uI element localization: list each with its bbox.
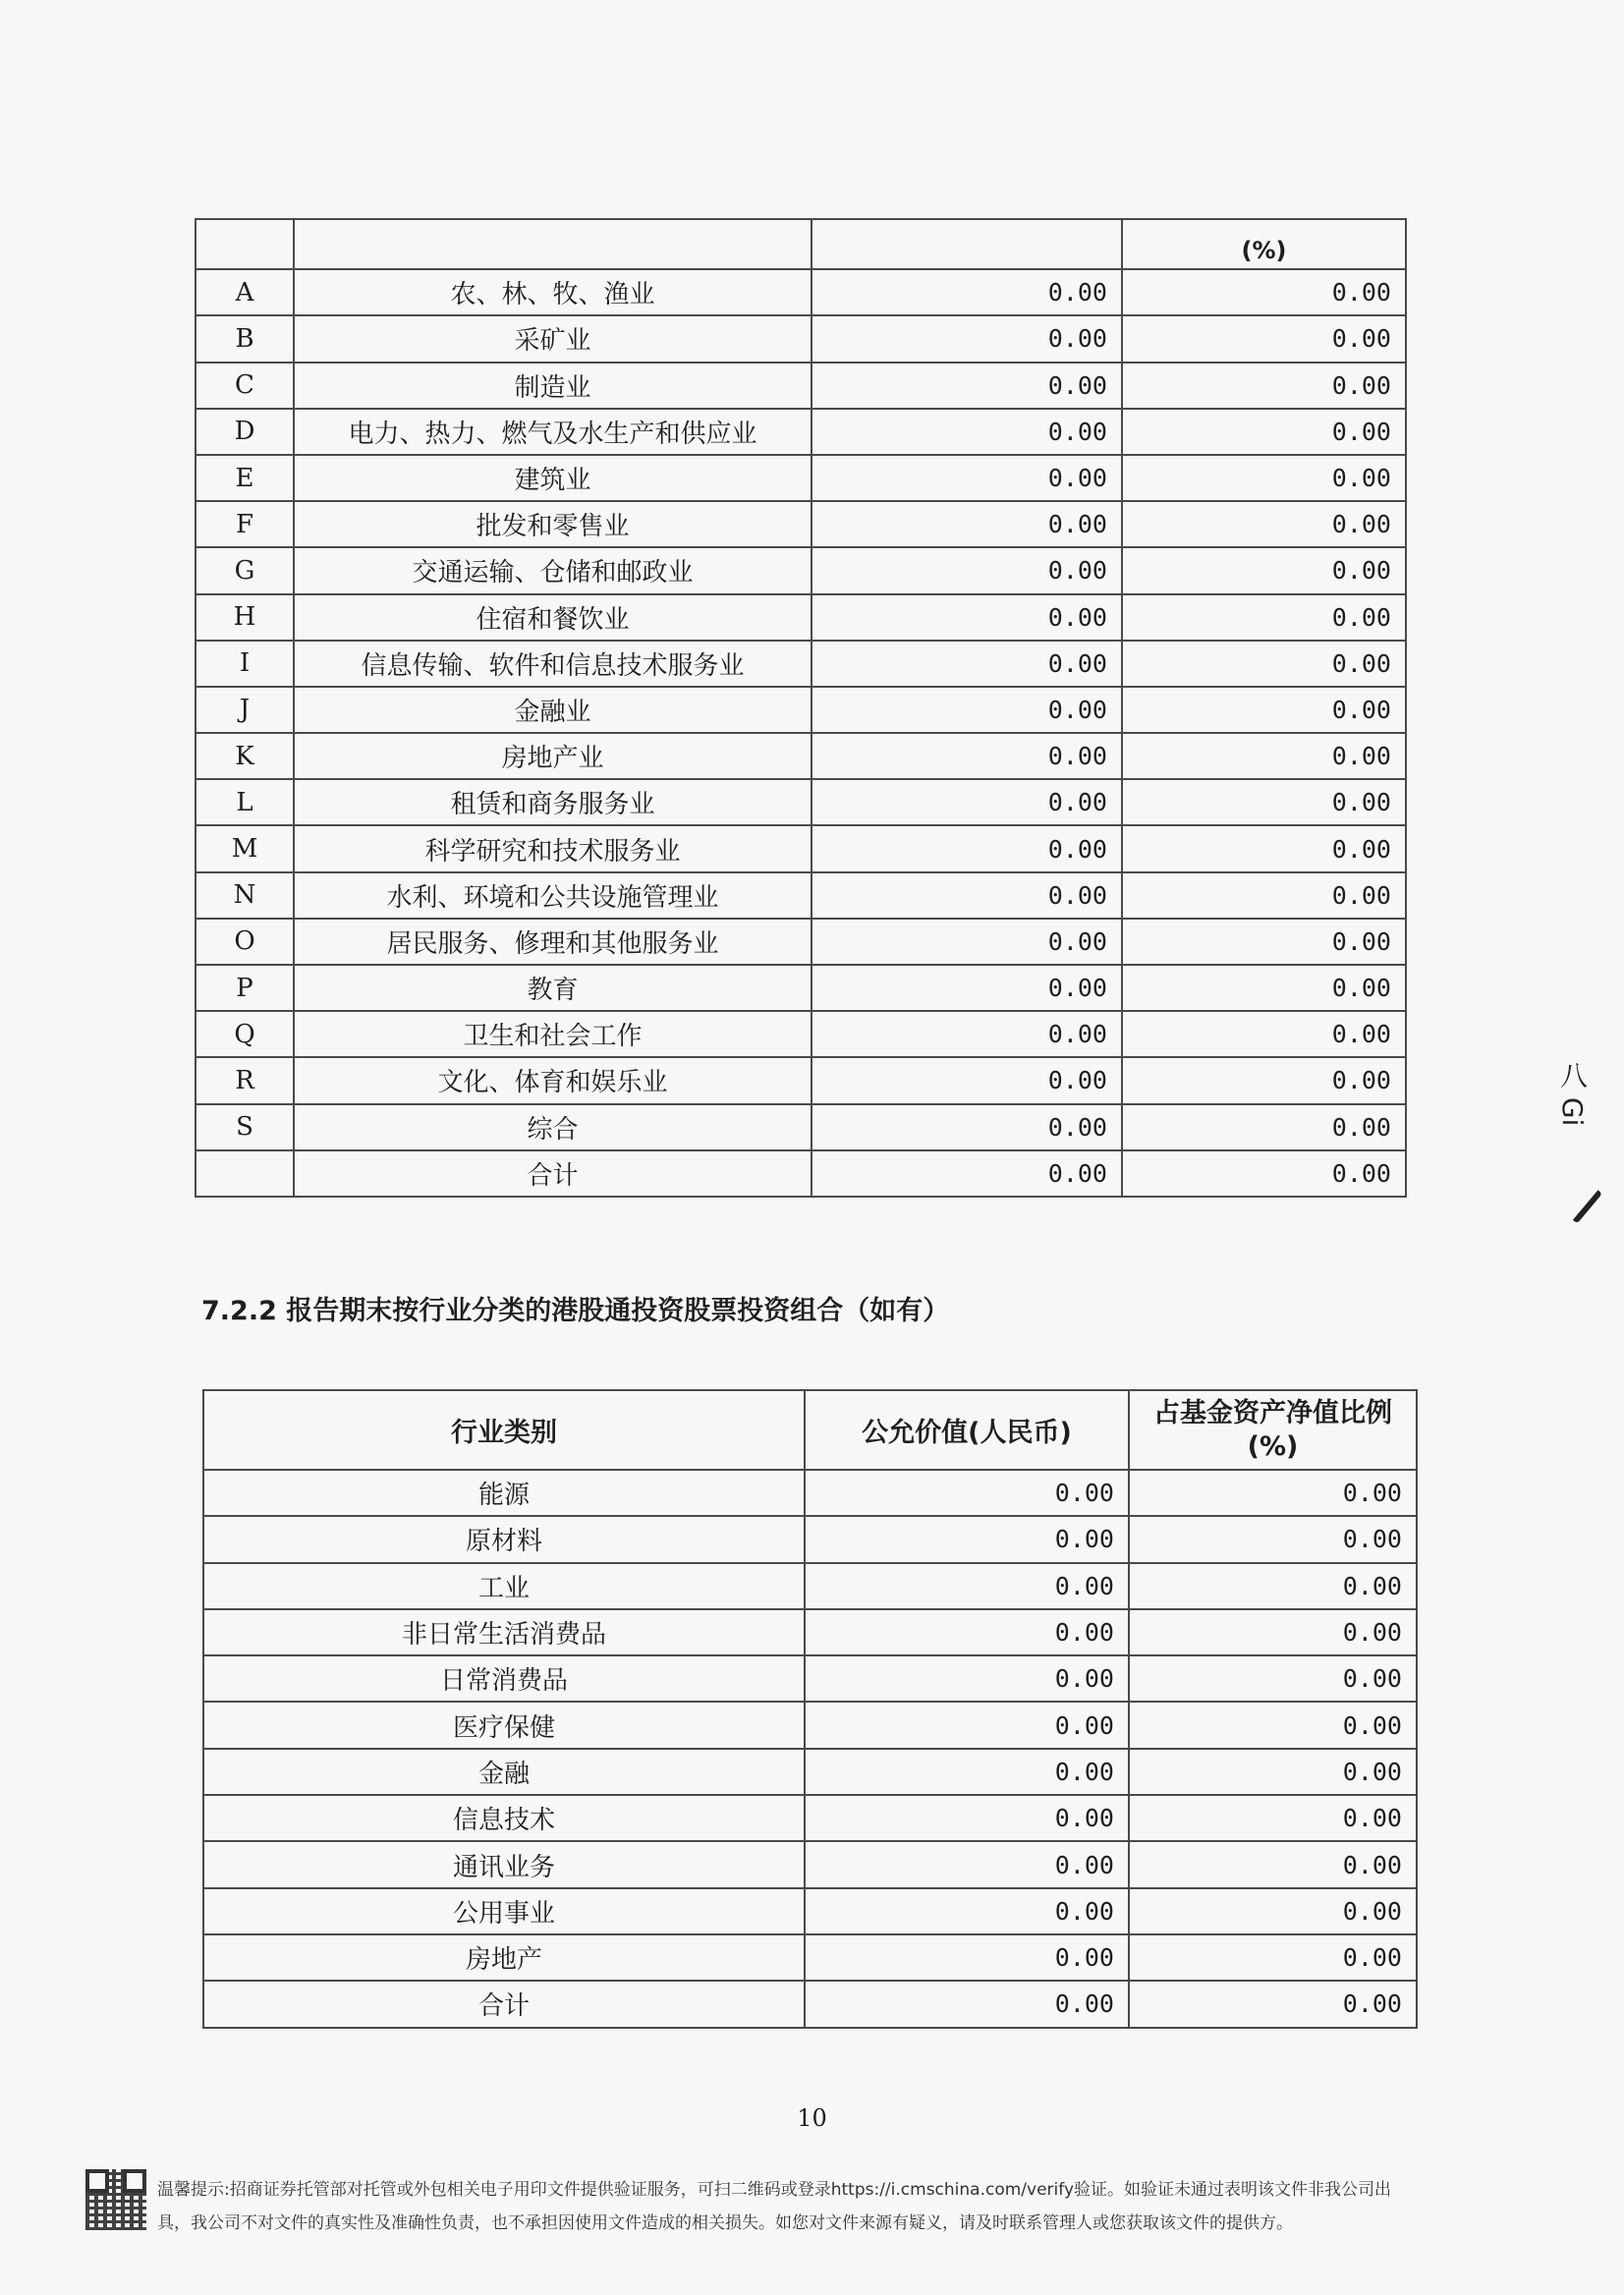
row-code: B (196, 315, 294, 362)
row-ratio: 0.00 (1122, 315, 1406, 362)
row-ratio: 0.00 (1122, 733, 1406, 779)
row-fair-value: 0.00 (812, 269, 1122, 315)
row-fair-value: 0.00 (812, 825, 1122, 871)
row-ratio: 0.00 (1122, 363, 1406, 409)
row-code: C (196, 363, 294, 409)
table-row (203, 1981, 1417, 2027)
row-industry-name: 水利、环境和公共设施管理业 (294, 872, 812, 919)
row-industry-name: 信息技术 (203, 1795, 805, 1841)
header-fair-value: 公允价值(人民币) (805, 1390, 1129, 1470)
row-code: N (196, 872, 294, 919)
row-industry-name: 合计 (203, 1981, 805, 2027)
row-industry-name: 租赁和商务服务业 (294, 779, 812, 825)
header-ratio (1129, 1390, 1417, 1470)
row-ratio: 0.00 (1129, 1841, 1417, 1887)
row-ratio: 0.00 (1122, 409, 1406, 455)
row-code: O (196, 919, 294, 965)
industry-table-domestic (195, 218, 1407, 1198)
row-ratio: 0.00 (1122, 919, 1406, 965)
row-ratio: 0.00 (1129, 1563, 1417, 1609)
header-category: 行业类别 (203, 1390, 805, 1470)
row-fair-value: 0.00 (805, 1702, 1129, 1748)
table-row (196, 547, 1406, 593)
row-fair-value: 0.00 (812, 547, 1122, 593)
row-ratio: 0.00 (1122, 269, 1406, 315)
row-fair-value: 0.00 (812, 501, 1122, 547)
row-industry-name: 金融业 (294, 687, 812, 733)
row-ratio: 0.00 (1129, 1749, 1417, 1795)
row-code: L (196, 779, 294, 825)
row-ratio: 0.00 (1122, 1011, 1406, 1057)
row-code: K (196, 733, 294, 779)
row-fair-value: 0.00 (812, 409, 1122, 455)
row-ratio: 0.00 (1122, 547, 1406, 593)
row-ratio: 0.00 (1122, 1150, 1406, 1197)
row-industry-name: 公用事业 (203, 1888, 805, 1934)
row-ratio: 0.00 (1122, 455, 1406, 501)
industry-table-hk-connect (202, 1389, 1418, 2029)
row-fair-value: 0.00 (812, 1150, 1122, 1197)
table-row (196, 641, 1406, 687)
row-ratio: 0.00 (1129, 1655, 1417, 1702)
row-ratio: 0.00 (1129, 1702, 1417, 1748)
row-code: E (196, 455, 294, 501)
table-row (196, 825, 1406, 871)
row-industry-name: 农、林、牧、渔业 (294, 269, 812, 315)
row-code: R (196, 1057, 294, 1103)
row-fair-value: 0.00 (805, 1888, 1129, 1934)
header-ratio-line1: 占基金资产净值比例 (1153, 1397, 1392, 1428)
table-row (196, 687, 1406, 733)
row-fair-value: 0.00 (805, 1981, 1129, 2027)
table-row (196, 363, 1406, 409)
row-ratio: 0.00 (1122, 687, 1406, 733)
row-fair-value: 0.00 (812, 919, 1122, 965)
row-code: S (196, 1104, 294, 1150)
row-ratio: 0.00 (1129, 1934, 1417, 1981)
row-industry-name: 工业 (203, 1563, 805, 1609)
row-fair-value: 0.00 (812, 315, 1122, 362)
row-fair-value: 0.00 (812, 779, 1122, 825)
row-fair-value: 0.00 (805, 1470, 1129, 1516)
row-industry-name: 综合 (294, 1104, 812, 1150)
row-code: Q (196, 1011, 294, 1057)
row-industry-name: 日常消费品 (203, 1655, 805, 1702)
section-title: 7.2.2 报告期末按行业分类的港股通投资股票投资组合（如有） (201, 1296, 950, 1326)
header-ratio-line2: (%) (1247, 1430, 1299, 1462)
table-row (203, 1563, 1417, 1609)
row-industry-name: 科学研究和技术服务业 (294, 825, 812, 871)
row-industry-name: 制造业 (294, 363, 812, 409)
table-row (196, 965, 1406, 1011)
row-ratio: 0.00 (1129, 1470, 1417, 1516)
row-fair-value: 0.00 (812, 1057, 1122, 1103)
header-category-cell (294, 219, 812, 269)
header-value-cell (812, 219, 1122, 269)
row-ratio: 0.00 (1122, 1057, 1406, 1103)
row-fair-value: 0.00 (812, 687, 1122, 733)
row-industry-name: 卫生和社会工作 (294, 1011, 812, 1057)
table-row (196, 872, 1406, 919)
margin-handwriting: 八 Gi (1556, 1061, 1589, 1127)
row-code: A (196, 269, 294, 315)
row-ratio: 0.00 (1122, 779, 1406, 825)
qr-code-icon (85, 2169, 146, 2230)
row-industry-name: 采矿业 (294, 315, 812, 362)
row-fair-value: 0.00 (812, 455, 1122, 501)
row-fair-value: 0.00 (805, 1795, 1129, 1841)
row-code: F (196, 501, 294, 547)
table-row (196, 501, 1406, 547)
row-ratio: 0.00 (1122, 1104, 1406, 1150)
row-industry-name: 能源 (203, 1470, 805, 1516)
footer-line-1: 温馨提示:招商证券托管部对托管或外包相关电子用印文件提供验证服务，可扫二维码或登录https://i.cmschina.com/verify验证。如验证未通过表明该文件非我公司出 (157, 2180, 1392, 2200)
table-row (203, 1702, 1417, 1748)
table-row (196, 733, 1406, 779)
header-pct-cell: (%) (1122, 219, 1406, 269)
row-industry-name: 建筑业 (294, 455, 812, 501)
row-code: J (196, 687, 294, 733)
row-code: G (196, 547, 294, 593)
table-row (203, 1609, 1417, 1655)
row-ratio: 0.00 (1122, 872, 1406, 919)
row-ratio: 0.00 (1122, 825, 1406, 871)
header-code-cell (196, 219, 294, 269)
table-row (196, 594, 1406, 641)
footer-line-2: 具，我公司不对文件的真实性及准确性负责，也不承担因使用文件造成的相关损失。如您对文件来源有疑义，请及时联系管理人或您获取该文件的提供方。 (157, 2213, 1293, 2233)
table-row (196, 455, 1406, 501)
row-fair-value: 0.00 (805, 1841, 1129, 1887)
table-row (196, 1104, 1406, 1150)
row-code: P (196, 965, 294, 1011)
row-fair-value: 0.00 (812, 965, 1122, 1011)
row-fair-value: 0.00 (812, 594, 1122, 641)
row-industry-name: 合计 (294, 1150, 812, 1197)
row-code: I (196, 641, 294, 687)
row-industry-name: 房地产业 (294, 733, 812, 779)
table-header-row (203, 1390, 1417, 1470)
table-row (196, 919, 1406, 965)
row-ratio: 0.00 (1129, 1516, 1417, 1562)
table-row (196, 409, 1406, 455)
row-industry-name: 交通运输、仓储和邮政业 (294, 547, 812, 593)
row-fair-value: 0.00 (812, 1011, 1122, 1057)
table-row (203, 1888, 1417, 1934)
row-fair-value: 0.00 (812, 872, 1122, 919)
row-industry-name: 原材料 (203, 1516, 805, 1562)
row-industry-name: 非日常生活消费品 (203, 1609, 805, 1655)
row-fair-value: 0.00 (805, 1516, 1129, 1562)
table-row (196, 1150, 1406, 1197)
row-fair-value: 0.00 (812, 1104, 1122, 1150)
table-row (203, 1841, 1417, 1887)
row-ratio: 0.00 (1122, 641, 1406, 687)
table-row (203, 1749, 1417, 1795)
footer-notice (157, 2173, 1464, 2240)
row-fair-value: 0.00 (805, 1655, 1129, 1702)
table-row (203, 1934, 1417, 1981)
row-fair-value: 0.00 (805, 1563, 1129, 1609)
row-code: M (196, 825, 294, 871)
margin-stroke-mark (1553, 1173, 1602, 1223)
row-industry-name: 电力、热力、燃气及水生产和供应业 (294, 409, 812, 455)
row-ratio: 0.00 (1129, 1981, 1417, 2027)
row-industry-name: 房地产 (203, 1934, 805, 1981)
row-industry-name: 医疗保健 (203, 1702, 805, 1748)
row-fair-value: 0.00 (805, 1749, 1129, 1795)
row-ratio: 0.00 (1129, 1795, 1417, 1841)
row-ratio: 0.00 (1129, 1888, 1417, 1934)
row-ratio: 0.00 (1129, 1609, 1417, 1655)
table-row (196, 1011, 1406, 1057)
table-row (203, 1516, 1417, 1562)
row-fair-value: 0.00 (805, 1609, 1129, 1655)
row-industry-name: 批发和零售业 (294, 501, 812, 547)
table-row (203, 1795, 1417, 1841)
table-row (196, 315, 1406, 362)
table-row (203, 1655, 1417, 1702)
table-row (203, 1470, 1417, 1516)
row-industry-name: 通讯业务 (203, 1841, 805, 1887)
row-code (196, 1150, 294, 1197)
row-ratio: 0.00 (1122, 501, 1406, 547)
table-row (196, 1057, 1406, 1103)
row-fair-value: 0.00 (812, 363, 1122, 409)
row-fair-value: 0.00 (805, 1934, 1129, 1981)
row-ratio: 0.00 (1122, 594, 1406, 641)
table-row (196, 779, 1406, 825)
row-industry-name: 居民服务、修理和其他服务业 (294, 919, 812, 965)
row-industry-name: 文化、体育和娱乐业 (294, 1057, 812, 1103)
table-row (196, 269, 1406, 315)
page-number: 10 (797, 2104, 827, 2132)
row-code: H (196, 594, 294, 641)
row-code: D (196, 409, 294, 455)
row-fair-value: 0.00 (812, 641, 1122, 687)
row-fair-value: 0.00 (812, 733, 1122, 779)
table-header-row (196, 219, 1406, 269)
row-ratio: 0.00 (1122, 965, 1406, 1011)
row-industry-name: 教育 (294, 965, 812, 1011)
row-industry-name: 信息传输、软件和信息技术服务业 (294, 641, 812, 687)
row-industry-name: 金融 (203, 1749, 805, 1795)
row-industry-name: 住宿和餐饮业 (294, 594, 812, 641)
